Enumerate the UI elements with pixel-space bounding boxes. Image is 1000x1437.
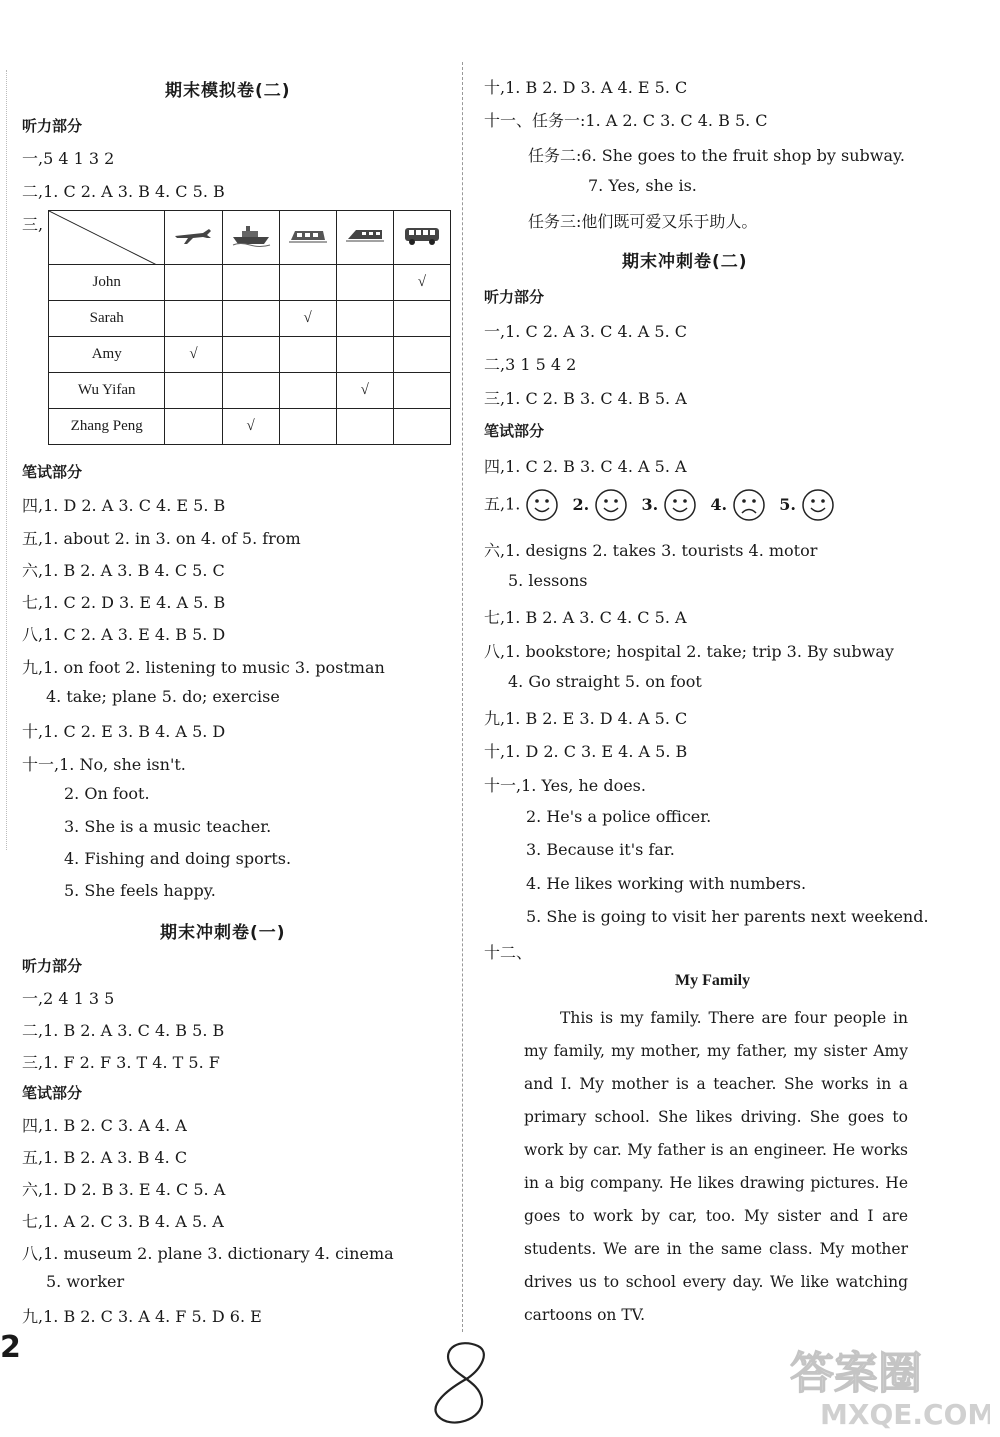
essay-title: My Family: [675, 972, 751, 989]
name-cell: Wu Yifan: [49, 373, 165, 409]
answer-line: 十,1. C 2. E 3. B 4. A 5. D: [22, 722, 226, 741]
answer-line: 3. Because it's far.: [526, 840, 675, 859]
answer-line: 二,1. B 2. A 3. C 4. B 5. B: [22, 1021, 225, 1040]
answer-line: 九,1. B 2. E 3. D 4. A 5. C: [484, 709, 688, 728]
listening-heading: 听力部分: [22, 117, 83, 135]
answer-line: 3. She is a music teacher.: [64, 817, 272, 836]
section-title: 期末冲刺卷(二): [622, 252, 748, 272]
essay-body: This is my family. There are four people in my family, my mother, my father, my sister Amy and I. My mother is a teacher. She works in a primary school. She likes driving. She goes to work by car. My father is an engineer. He works in a big company. He likes drawing pictures. He goes to work by car, too. My sister and I are students. We are in the same class. My mother drives us to school every day. We like watching cartoons on TV.: [524, 1009, 908, 1324]
answer-line: 七,1. A 2. C 3. B 4. A 5. A: [22, 1212, 224, 1231]
sad-face-icon: [732, 488, 766, 522]
answer-line: 一,1. C 2. A 3. C 4. A 5. C: [484, 322, 688, 341]
check-mark: √: [165, 337, 222, 373]
train-icon: [336, 211, 393, 265]
subway-icon: [279, 211, 336, 265]
writing-heading: 笔试部分: [22, 1084, 83, 1102]
answer-line: 六,1. B 2. A 3. B 4. C 5. C: [22, 561, 225, 580]
happy-face-icon: [525, 488, 559, 522]
transport-table: [48, 210, 451, 445]
answer-line: 2. On foot.: [64, 784, 150, 803]
table-row: [49, 337, 451, 373]
answer-line: 4. Fishing and doing sports.: [64, 849, 292, 868]
check-mark: √: [336, 373, 393, 409]
answer-line: 十一,1. No, she isn't.: [22, 755, 186, 774]
bus-icon: [393, 211, 450, 265]
answer-line: 7. Yes, she is.: [588, 176, 697, 195]
table-row: [49, 373, 451, 409]
plane-icon: [165, 211, 222, 265]
answer-line: 八,1. C 2. A 3. E 4. B 5. D: [22, 625, 226, 644]
listening-heading: 听力部分: [22, 957, 83, 975]
table-row: [49, 409, 451, 445]
answer-line: 三,1. F 2. F 3. T 4. T 5. F: [22, 1053, 220, 1072]
question-label: 4.: [710, 494, 728, 514]
svg-text:MXQE.COM: MXQE.COM: [820, 1398, 990, 1430]
smiley-answers: [484, 488, 835, 522]
diagonal-header-cell: [49, 211, 165, 265]
answer-line: 十,1. D 2. C 3. E 4. A 5. B: [484, 742, 688, 761]
question-label: 3.: [641, 494, 659, 514]
check-mark: √: [279, 301, 336, 337]
answer-line: 五,1. about 2. in 3. on 4. of 5. from: [22, 529, 301, 548]
check-mark: √: [222, 409, 279, 445]
answer-line: 八,1. museum 2. plane 3. dictionary 4. cinema: [22, 1244, 394, 1263]
answer-line: 5. worker: [46, 1272, 125, 1291]
answer-line: 八,1. bookstore; hospital 2. take; trip 3. By subway: [484, 642, 894, 661]
answer-line: 五,1. B 2. A 3. B 4. C: [22, 1148, 188, 1167]
question-label: 五,1.: [484, 494, 521, 514]
answer-line: 4. Go straight 5. on foot: [508, 672, 702, 691]
answer-line: 一,2 4 1 3 5: [22, 989, 115, 1008]
happy-face-icon: [663, 488, 697, 522]
answer-line: 三,1. C 2. B 3. C 4. B 5. A: [484, 389, 687, 408]
writing-heading: 笔试部分: [484, 422, 545, 440]
table-row: [49, 301, 451, 337]
column-divider: [462, 62, 463, 1332]
page-number: 2: [0, 1330, 21, 1365]
answer-line: 5. She feels happy.: [64, 881, 216, 900]
section-title: 期末模拟卷(二): [165, 81, 291, 101]
answer-line: 十二、: [484, 943, 533, 962]
name-cell: Zhang Peng: [49, 409, 165, 445]
answer-line: 三,: [22, 215, 44, 234]
question-label: 5.: [779, 494, 796, 514]
answer-line: 四,1. B 2. C 3. A 4. A: [22, 1116, 187, 1135]
question-label: 2.: [572, 494, 590, 514]
answer-line: 2. He's a police officer.: [526, 807, 712, 826]
name-cell: John: [49, 265, 165, 301]
answer-line: 九,1. B 2. C 3. A 4. F 5. D 6. E: [22, 1307, 262, 1326]
answer-line: 九,1. on foot 2. listening to music 3. postman: [22, 658, 385, 677]
answer-line: 二,1. C 2. A 3. B 4. C 5. B: [22, 182, 225, 201]
answer-line: 六,1. D 2. B 3. E 4. C 5. A: [22, 1180, 226, 1199]
answer-line: 四,1. D 2. A 3. C 4. E 5. B: [22, 496, 226, 515]
writing-heading: 笔试部分: [22, 463, 83, 481]
answer-line: 4. He likes working with numbers.: [526, 874, 807, 893]
answer-line: 十一,1. Yes, he does.: [484, 776, 646, 795]
table-row: [49, 265, 451, 301]
answer-line: 5. lessons: [508, 571, 588, 590]
table-header-row: [49, 211, 451, 265]
answer-line: 七,1. B 2. A 3. C 4. C 5. A: [484, 608, 687, 627]
svg-text:答案圈: 答案圈: [790, 1348, 922, 1399]
happy-face-icon: [594, 488, 628, 522]
watermark-logo: [780, 1340, 990, 1434]
answer-line: 二,3 1 5 4 2: [484, 355, 577, 374]
name-cell: Sarah: [49, 301, 165, 337]
listening-heading: 听力部分: [484, 288, 545, 306]
answer-line: 4. take; plane 5. do; exercise: [46, 687, 280, 706]
answer-line: 5. She is going to visit her parents next weekend.: [526, 907, 929, 926]
name-cell: Amy: [49, 337, 165, 373]
handwritten-eight: [420, 1338, 500, 1433]
answer-line: 六,1. designs 2. takes 3. tourists 4. motor: [484, 541, 818, 560]
answer-line: 任务三:他们既可爱又乐于助人。: [528, 212, 758, 231]
answer-line: 四,1. C 2. B 3. C 4. A 5. A: [484, 457, 687, 476]
diagonal-line: [49, 211, 157, 265]
answer-line: 十一、任务一:1. A 2. C 3. C 4. B 5. C: [484, 111, 768, 130]
ship-icon: [222, 211, 279, 265]
check-mark: √: [393, 265, 450, 301]
happy-face-icon: [801, 488, 835, 522]
answer-line: 七,1. C 2. D 3. E 4. A 5. B: [22, 593, 226, 612]
left-margin-line: [6, 70, 7, 850]
answer-line: 十,1. B 2. D 3. A 4. E 5. C: [484, 78, 688, 97]
answer-line: 一,5 4 1 3 2: [22, 149, 115, 168]
answer-line: 任务二:6. She goes to the fruit shop by subway.: [528, 146, 905, 165]
section-title: 期末冲刺卷(一): [160, 923, 286, 943]
